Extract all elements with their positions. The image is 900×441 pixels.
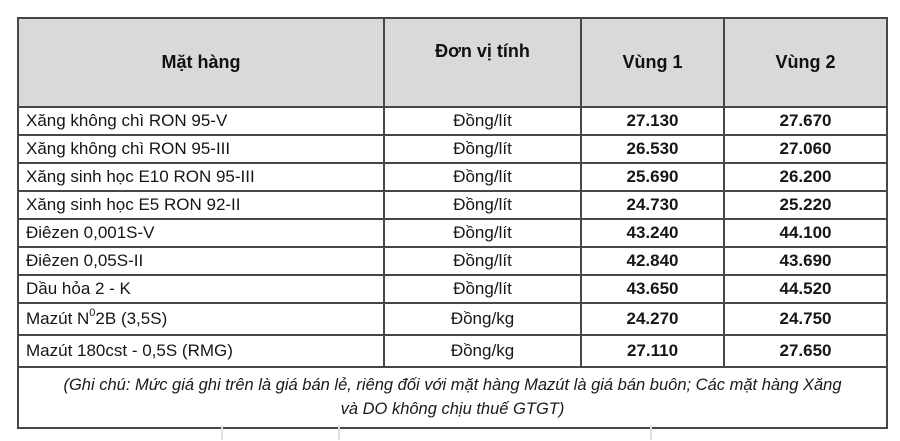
region1-price-cell: 42.840 [581, 247, 724, 275]
region1-price-cell: 26.530 [581, 135, 724, 163]
table-row [18, 275, 887, 303]
product-name-cell: Xăng sinh học E5 RON 92-II [18, 191, 384, 219]
region2-price-cell: 27.650 [724, 335, 887, 367]
unit-cell: Đồng/lít [384, 219, 581, 247]
col-header-unit [384, 18, 581, 107]
table-body [18, 107, 887, 428]
col-header-region2: Vùng 2 [724, 18, 887, 107]
region2-price-cell: 25.220 [724, 191, 887, 219]
region2-price-cell: 44.100 [724, 219, 887, 247]
product-name-cell: Dầu hỏa 2 - K [18, 275, 384, 303]
product-name-cell [18, 303, 384, 335]
unit-cell: Đồng/lít [384, 135, 581, 163]
product-name-cell: Xăng không chì RON 95-V [18, 107, 384, 135]
region1-price-cell: 27.110 [581, 335, 724, 367]
unit-cell: Đồng/lít [384, 247, 581, 275]
region2-price-cell: 44.520 [724, 275, 887, 303]
table-row [18, 335, 887, 367]
product-name-suffix: 2B (3,5S) [95, 309, 168, 328]
table-note-row [18, 367, 887, 428]
table-row [18, 247, 887, 275]
product-name-cell: Xăng sinh học E10 RON 95-III [18, 163, 384, 191]
table-header-row [18, 18, 887, 107]
unit-cell: Đồng/lít [384, 275, 581, 303]
region1-price-cell: 25.690 [581, 163, 724, 191]
unit-cell: Đồng/kg [384, 303, 581, 335]
region2-price-cell: 24.750 [724, 303, 887, 335]
product-name-cell: Xăng không chì RON 95-III [18, 135, 384, 163]
unit-cell: Đồng/lít [384, 107, 581, 135]
product-name-cell: Mazút 180cst - 0,5S (RMG) [18, 335, 384, 367]
region2-price-cell: 27.060 [724, 135, 887, 163]
table-row [18, 219, 887, 247]
region1-price-cell: 24.270 [581, 303, 724, 335]
col-header-unit-label: Đơn vị tính [435, 41, 530, 61]
region1-price-cell: 43.650 [581, 275, 724, 303]
cutoff-row-border-stub [338, 425, 340, 440]
product-name-superscript: 0 [89, 307, 96, 320]
product-name-cell: Điêzen 0,05S-II [18, 247, 384, 275]
col-header-region1: Vùng 1 [581, 18, 724, 107]
fuel-price-table [17, 17, 888, 429]
region1-price-cell: 24.730 [581, 191, 724, 219]
table-row [18, 163, 887, 191]
unit-cell: Đồng/lít [384, 191, 581, 219]
cutoff-row-border-stub [221, 425, 223, 440]
region1-price-cell: 27.130 [581, 107, 724, 135]
region2-price-cell: 27.670 [724, 107, 887, 135]
table-row [18, 191, 887, 219]
product-name-cell: Điêzen 0,001S-V [18, 219, 384, 247]
table-row [18, 135, 887, 163]
cutoff-row-border-stub [650, 425, 652, 440]
table-note: (Ghi chú: Mức giá ghi trên là giá bán lẻ, riêng đối với mặt hàng Mazút là giá bán buôn; Các mặt hàng Xăng và DO không chịu thuế GTGT) [18, 367, 887, 428]
table-row [18, 303, 887, 335]
unit-cell: Đồng/lít [384, 163, 581, 191]
product-name-prefix: Mazút N [26, 309, 90, 328]
region2-price-cell: 43.690 [724, 247, 887, 275]
col-header-product: Mặt hàng [18, 18, 384, 107]
unit-cell: Đồng/kg [384, 335, 581, 367]
region2-price-cell: 26.200 [724, 163, 887, 191]
table-row [18, 107, 887, 135]
region1-price-cell: 43.240 [581, 219, 724, 247]
